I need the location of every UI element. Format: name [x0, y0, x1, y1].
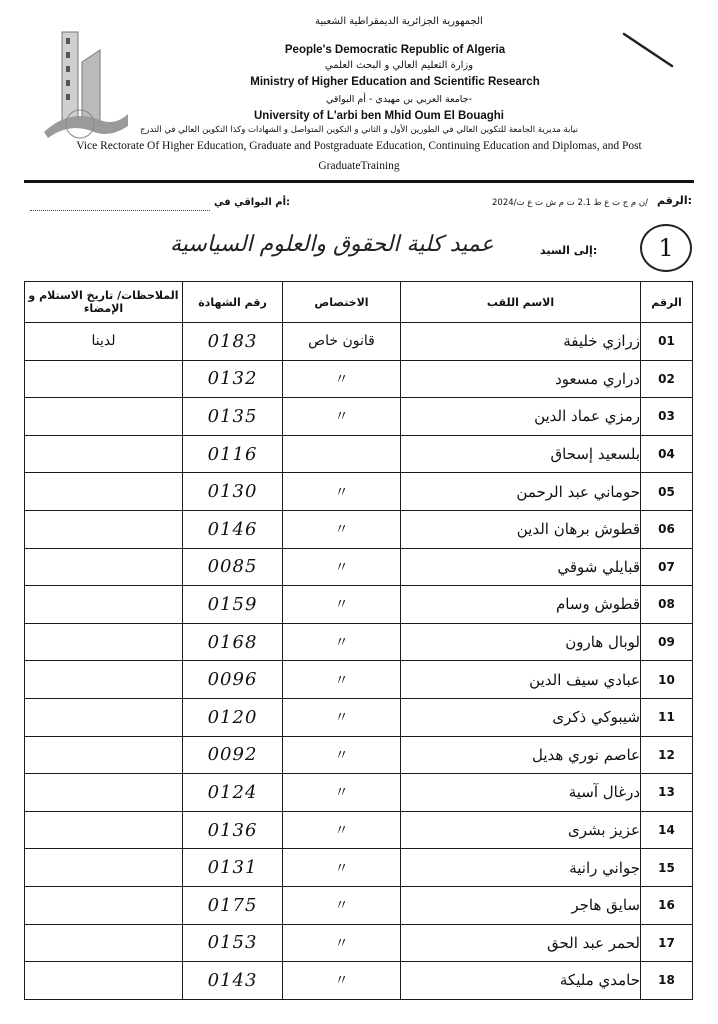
number-cell: 11	[641, 698, 693, 736]
notes-cell	[25, 398, 183, 436]
certificate-cell: 0116	[183, 435, 283, 473]
table-row	[25, 623, 693, 661]
name-cell: قطوش وسام	[401, 586, 641, 624]
specialty-cell: 〃	[283, 774, 401, 812]
name-cell: قبايلي شوقي	[401, 548, 641, 586]
circled-page-number: 1	[640, 224, 692, 272]
university-line: University of L'arbi ben Mhid Oum El Bouaghi	[253, 110, 504, 122]
specialty-cell: 〃	[283, 623, 401, 661]
header-certificate: رقم الشهادة	[183, 282, 283, 323]
number-cell: 12	[641, 736, 693, 774]
notes-cell	[25, 698, 183, 736]
name-cell: عبادي سيف الدين	[401, 661, 641, 699]
certificate-cell: 0136	[183, 811, 283, 849]
arabic-university-line: جامعة العربي بن مهيدي - أم البواقي-	[326, 94, 472, 105]
specialty-cell: 〃	[283, 510, 401, 548]
name-cell: بلسعيد إسحاق	[401, 435, 641, 473]
name-cell: عزيز بشرى	[401, 811, 641, 849]
specialty-cell	[283, 435, 401, 473]
table-row	[25, 435, 693, 473]
table-row	[25, 548, 693, 586]
notes-cell	[25, 886, 183, 924]
number-cell: 13	[641, 774, 693, 812]
specialty-cell: 〃	[283, 548, 401, 586]
table-row	[25, 398, 693, 436]
number-cell: 07	[641, 548, 693, 586]
notes-cell	[25, 548, 183, 586]
notes-cell	[25, 586, 183, 624]
specialty-cell: 〃	[283, 473, 401, 511]
notes-cell	[25, 774, 183, 812]
notes-cell	[25, 849, 183, 887]
notes-cell	[25, 661, 183, 699]
specialty-cell: 〃	[283, 849, 401, 887]
table-row	[25, 661, 693, 699]
certificate-cell: 0175	[183, 886, 283, 924]
ministry-line: Ministry of Higher Education and Scientific Research	[250, 76, 540, 88]
notes-cell	[25, 360, 183, 398]
name-cell: شيبوكي ذكرى	[401, 698, 641, 736]
number-cell: 17	[641, 924, 693, 962]
name-cell: رمزي عماد الدين	[401, 398, 641, 436]
specialty-cell: 〃	[283, 886, 401, 924]
header-number: الرقم	[641, 282, 693, 323]
table-row	[25, 924, 693, 962]
table-row	[25, 811, 693, 849]
header-specialty: الاختصاص	[283, 282, 401, 323]
certificate-cell: 0092	[183, 736, 283, 774]
table-row	[25, 962, 693, 1000]
table-row	[25, 323, 693, 361]
number-cell: 02	[641, 360, 693, 398]
name-cell: لوبال هارون	[401, 623, 641, 661]
certificate-cell: 0159	[183, 586, 283, 624]
table-row	[25, 774, 693, 812]
specialty-cell: 〃	[283, 661, 401, 699]
name-cell: قطوش برهان الدين	[401, 510, 641, 548]
table-row	[25, 510, 693, 548]
specialty-cell: 〃	[283, 962, 401, 1000]
table-header-row	[25, 282, 693, 323]
certificate-cell: 0135	[183, 398, 283, 436]
certificate-cell: 0120	[183, 698, 283, 736]
certificate-cell: 0132	[183, 360, 283, 398]
republic-line: People's Democratic Republic of Algeria	[284, 44, 506, 56]
number-cell: 06	[641, 510, 693, 548]
table-row	[25, 360, 693, 398]
addressee-label: إلى السيد:	[540, 244, 598, 257]
notes-cell	[25, 811, 183, 849]
specialty-cell: 〃	[283, 360, 401, 398]
number-cell: 03	[641, 398, 693, 436]
place-date-blank	[30, 200, 210, 211]
table-row	[25, 473, 693, 511]
graduates-table	[24, 281, 693, 1000]
name-cell: لحمر عبد الحق	[401, 924, 641, 962]
reference-label: الرقم:	[657, 194, 692, 207]
notes-cell	[25, 736, 183, 774]
certificate-cell: 0168	[183, 623, 283, 661]
certificate-cell: 0085	[183, 548, 283, 586]
number-cell: 10	[641, 661, 693, 699]
notes-cell	[25, 962, 183, 1000]
arabic-republic-line: الجمهورية الجزائرية الديمقراطية الشعبية	[315, 16, 483, 27]
number-cell: 08	[641, 586, 693, 624]
certificate-cell: 0146	[183, 510, 283, 548]
name-cell: حوماني عبد الرحمن	[401, 473, 641, 511]
number-cell: 18	[641, 962, 693, 1000]
name-cell: سايق هاجر	[401, 886, 641, 924]
certificate-cell: 0096	[183, 661, 283, 699]
letterhead	[0, 0, 718, 190]
notes-cell	[25, 473, 183, 511]
notes-cell	[25, 924, 183, 962]
specialty-cell: 〃	[283, 736, 401, 774]
specialty-cell: 〃	[283, 698, 401, 736]
header-name: الاسم اللقب	[401, 282, 641, 323]
notes-cell: لدينا	[25, 323, 183, 361]
name-cell: حامدي مليكة	[401, 962, 641, 1000]
certificate-cell: 0131	[183, 849, 283, 887]
number-cell: 16	[641, 886, 693, 924]
table-row	[25, 698, 693, 736]
certificate-cell: 0143	[183, 962, 283, 1000]
number-cell: 04	[641, 435, 693, 473]
number-cell: 09	[641, 623, 693, 661]
notes-cell	[25, 623, 183, 661]
name-cell: جواني رانية	[401, 849, 641, 887]
notes-cell	[25, 435, 183, 473]
header-divider	[24, 180, 694, 183]
table-row	[25, 886, 693, 924]
specialty-cell: 〃	[283, 586, 401, 624]
name-cell: زرازي خليفة	[401, 323, 641, 361]
header-notes: الملاحظات/ تاريخ الاستلام و الإمضاء	[25, 282, 183, 323]
arabic-ministry-line: وزارة التعليم العالي و البحث العلمي	[324, 60, 474, 71]
table-row	[25, 736, 693, 774]
pen-stroke-mark	[618, 30, 678, 70]
notes-cell	[25, 510, 183, 548]
addressee-handwritten: عميد كلية الحقوق والعلوم السياسية	[170, 232, 494, 257]
certificate-cell: 0153	[183, 924, 283, 962]
specialty-cell: 〃	[283, 398, 401, 436]
specialty-cell: 〃	[283, 924, 401, 962]
number-cell: 05	[641, 473, 693, 511]
certificate-cell: 0183	[183, 323, 283, 361]
vice-rectorate-line-2: GraduateTraining	[318, 160, 400, 172]
name-cell: درغال آسية	[401, 774, 641, 812]
specialty-cell: 〃	[283, 811, 401, 849]
arabic-vice-rectorate-line: نيابة مديرية الجامعة للتكوين العالي في الطورين الأول و الثاني و التكوين المتواصل و الشهادات وكذا التكوين العالي في التدرج	[140, 125, 578, 135]
number-cell: 14	[641, 811, 693, 849]
vice-rectorate-line-1: Vice Rectorate Of Higher Education, Graduate and Postgraduate Education, Continuing Education and Diplomas, and Post	[76, 140, 642, 152]
certificate-cell: 0130	[183, 473, 283, 511]
name-cell: عاصم نوري هديل	[401, 736, 641, 774]
table-row	[25, 586, 693, 624]
name-cell: دراري مسعود	[401, 360, 641, 398]
place-date-label: أم البواقي في:	[214, 197, 291, 208]
specialty-cell: قانون خاص	[283, 323, 401, 361]
table-row	[25, 849, 693, 887]
reference-number: /ن م ج ت ع ط 2.1 ت م ش ت ع ت/2024	[492, 198, 648, 208]
certificate-cell: 0124	[183, 774, 283, 812]
number-cell: 15	[641, 849, 693, 887]
number-cell: 01	[641, 323, 693, 361]
